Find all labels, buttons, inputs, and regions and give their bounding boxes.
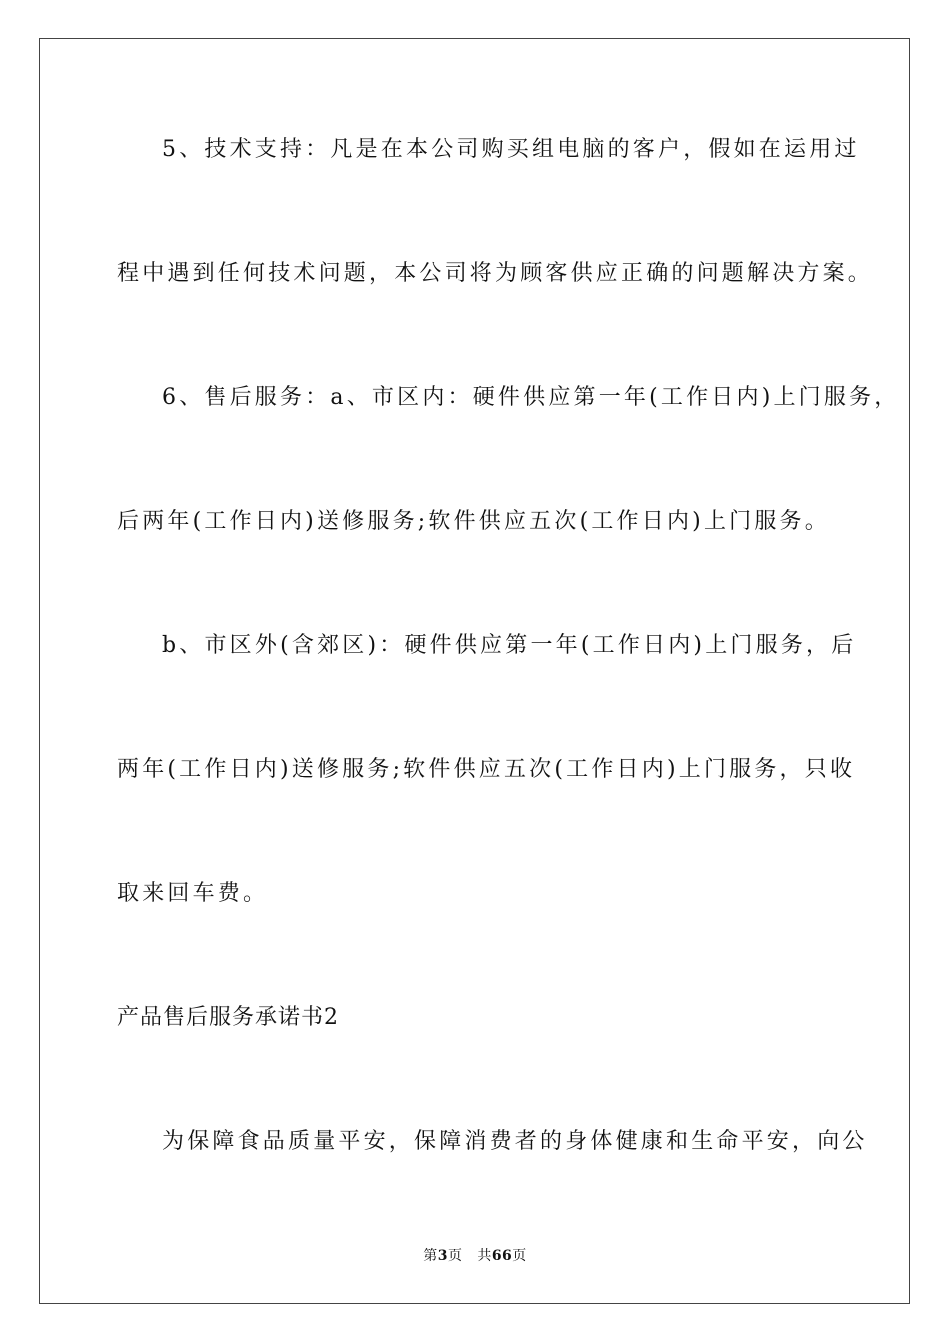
paragraph-line-4: 后两年(工作日内)送修服务;软件供应五次(工作日内)上门服务。: [117, 509, 830, 534]
page-suffix: 页: [447, 1248, 463, 1264]
paragraph-line-1: 5、技术支持：凡是在本公司购买组电脑的客户，假如在运用过: [162, 137, 860, 162]
total-prefix: 共: [477, 1248, 492, 1264]
page-number: 3: [437, 1248, 448, 1264]
paragraph-line-5: b、市区外(含郊区)：硬件供应第一年(工作日内)上门服务，后: [162, 633, 857, 658]
total-pages: 66: [491, 1248, 513, 1264]
paragraph-line-7: 取来回车费。: [117, 881, 269, 906]
page-border: [39, 38, 910, 1304]
paragraph-line-9: 为保障食品质量平安，保障消费者的身体健康和生命平安，向公: [162, 1129, 868, 1154]
section-heading: 产品售后服务承诺书2: [117, 1005, 339, 1030]
total-suffix: 页: [512, 1248, 527, 1264]
page-footer: [0, 1247, 950, 1265]
page-prefix: 第: [423, 1248, 438, 1264]
paragraph-line-2: 程中遇到任何技术问题，本公司将为顾客供应正确的问题解决方案。: [117, 261, 874, 286]
paragraph-line-3: 6、售后服务：a、市区内：硬件供应第一年(工作日内)上门服务，: [162, 385, 900, 410]
paragraph-line-6: 两年(工作日内)送修服务;软件供应五次(工作日内)上门服务，只收: [117, 757, 856, 782]
